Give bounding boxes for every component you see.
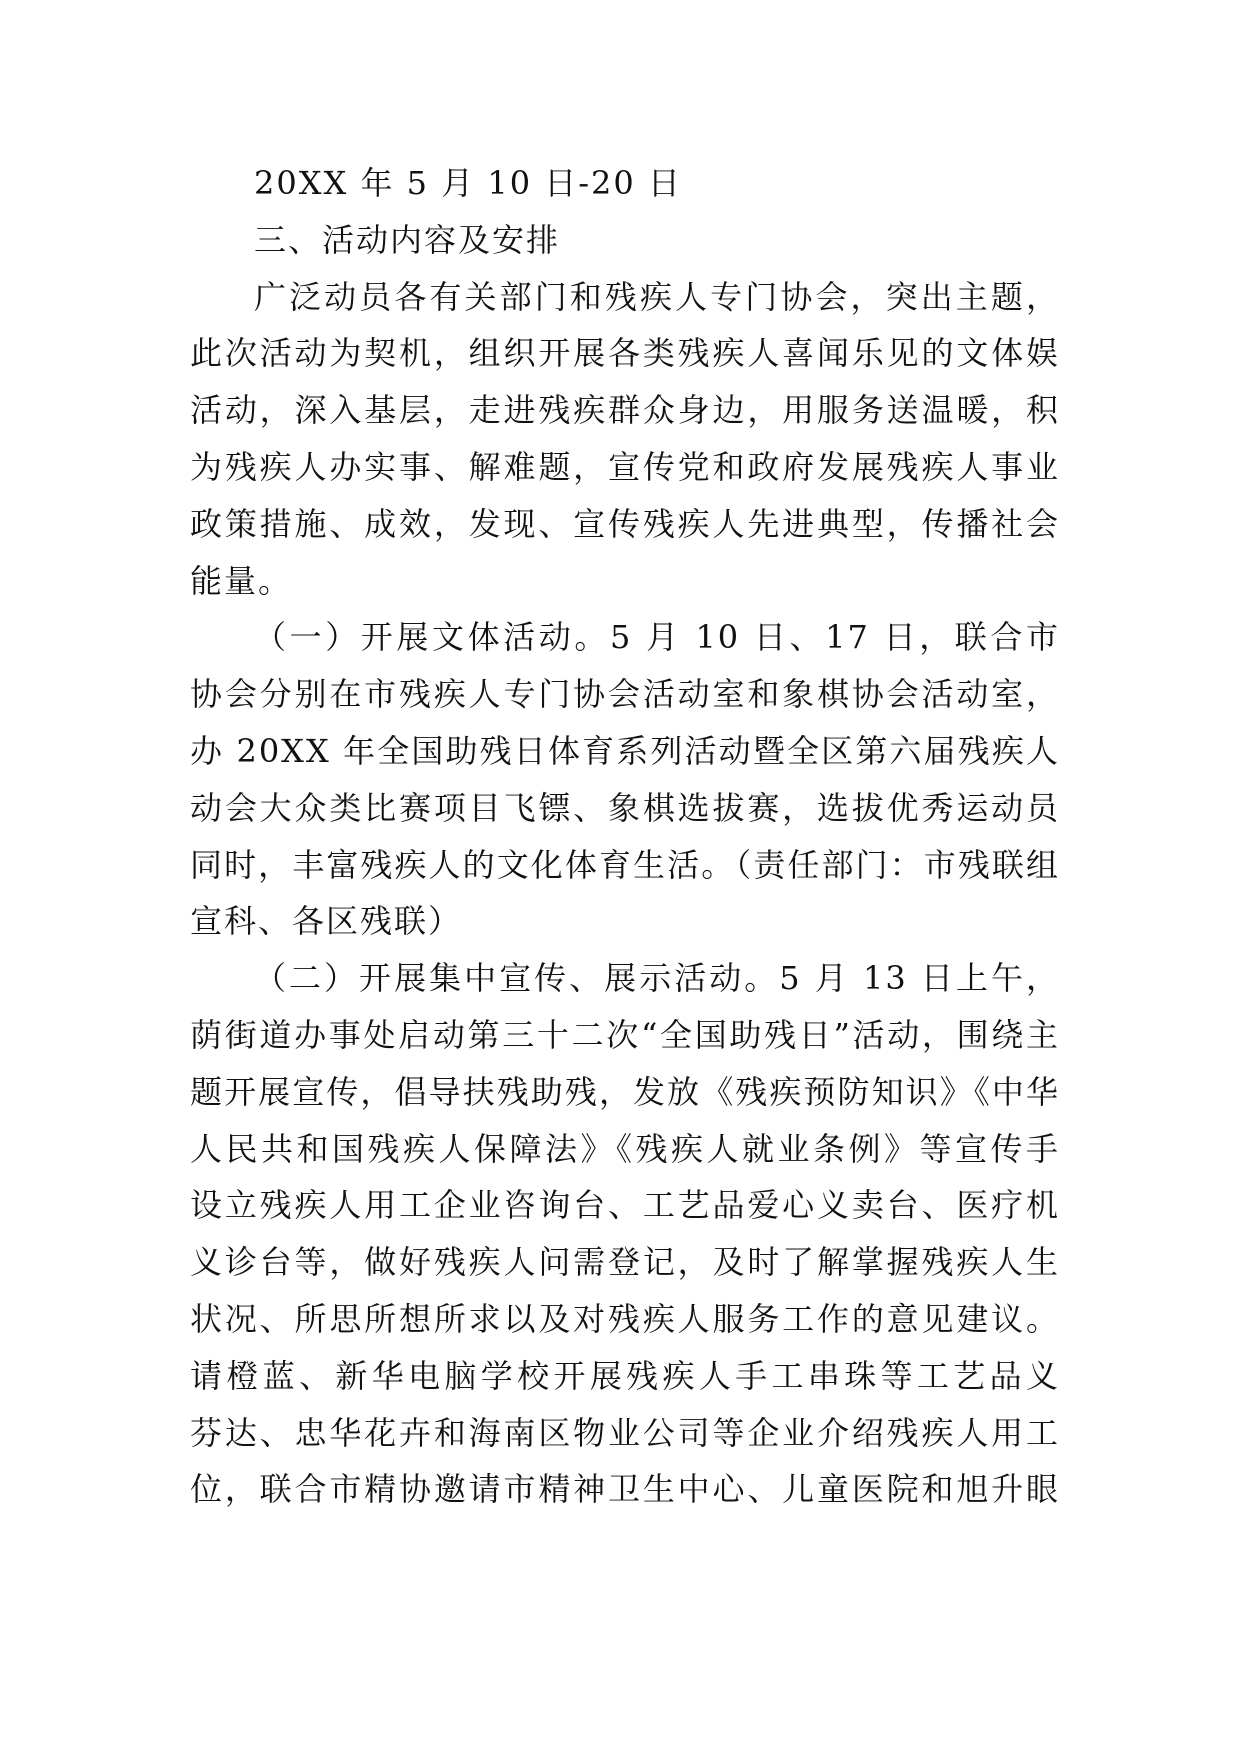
paragraph-line: 荫街道办事处启动第三十二次“全国助残日”活动，围绕主 [190,1015,1060,1054]
document-body [190,155,1060,1518]
date-line: 20XX 年 5 月 10 日-20 日 [254,164,682,202]
paragraph-line: 人民共和国残疾人保障法》《残疾人就业条例》等宣传手 [190,1129,1060,1168]
paragraph-line: 宣科、各区残联） [190,902,463,941]
paragraph-line: 请橙蓝、新华电脑学校开展残疾人手工串珠等工艺品义 [190,1356,1060,1395]
paragraph-line: 芬达、忠华花卉和海南区物业公司等企业介绍残疾人用工 [190,1413,1060,1452]
paragraph-line: 位，联合市精协邀请市精神卫生中心、儿童医院和旭升眼 [190,1470,1060,1509]
paragraph-line: 此次活动为契机，组织开展各类残疾人喜闻乐见的文体娱 [190,334,1060,373]
paragraph-line: 题开展宣传，倡导扶残助残，发放《残疾预防知识》《中华 [190,1072,1060,1111]
paragraph-line: 政策措施、成效，发现、宣传残疾人先进典型，传播社会 [190,504,1060,543]
paragraph-line: 能量。 [190,561,293,600]
section-heading: 三、活动内容及安排 [254,220,561,259]
paragraph-line: 义诊台等，做好残疾人问需登记，及时了解掌握残疾人生 [190,1243,1060,1282]
paragraph-line: 办 20XX 年全国助残日体育系列活动暨全区第六届残疾人 [190,731,1060,770]
paragraph-line: 同时，丰富残疾人的文化体育生活。（责任部门：市残联组 [190,845,1060,884]
paragraph-line: 设立残疾人用工企业咨询台、工艺品爱心义卖台、医疗机 [190,1186,1060,1225]
paragraph-line: 为残疾人办实事、解难题，宣传党和政府发展残疾人事业 [190,447,1060,486]
subsection-line: （一）开展文体活动。5 月 10 日、17 日，联合市 [254,618,1060,657]
paragraph-line: 动会大众类比赛项目飞镖、象棋选拔赛，选拔优秀运动员 [190,788,1060,827]
subsection-line: （二）开展集中宣传、展示活动。5 月 13 日上午， [254,959,1060,998]
paragraph-line: 活动，深入基层，走进残疾群众身边，用服务送温暖，积 [190,391,1060,430]
paragraph-line: 状况、所思所想所求以及对残疾人服务工作的意见建议。 [190,1299,1060,1338]
paragraph-line: 协会分别在市残疾人专门协会活动室和象棋协会活动室， [190,675,1060,714]
paragraph-line: 广泛动员各有关部门和残疾人专门协会，突出主题， [254,277,1060,316]
